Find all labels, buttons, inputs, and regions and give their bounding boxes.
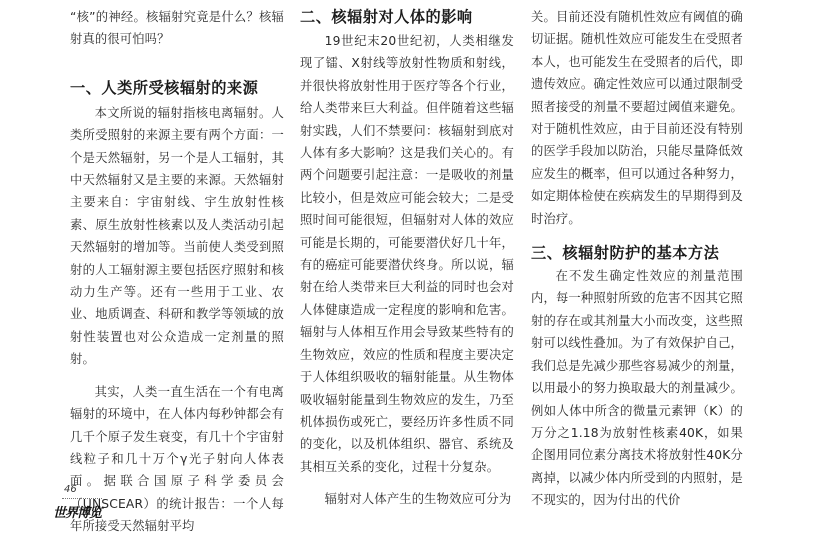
column-2 (300, 6, 514, 511)
paragraph-gap (300, 478, 514, 488)
paragraph: 19世纪末20世纪初，人类相继发现了镭、X射线等放射性物质和射线，并很快将放射性用于医疗等各个行业，给人类带来巨大利益。但伴随着这些辐射实践，人们不禁要问：核辐射到底对人体有多大影响？这是我们关心的。有两个问题要引起注意：一是吸收的剂量比较小，但是效应可能会较大；二是受照时间可能很短，但辐射对人体的效应可能是长期的，可能要潜伏好几十年，有的癌症可能要潜伏终身。所以说，辐射在给人类带来巨大利益的同时也会对人体健康造成一定程度的影响和危害。辐射与人体相互作用会导致某些特有的生物效应，效应的性质和程度主要决定于人体组织吸收的辐射能量。从生物体吸收辐射能量到生物效应的发生，乃至机体损伤或死亡，要经历许多性质不同的变化，以及机体组织、器官、系统及其相互关系的变化，过程十分复杂。 (300, 34, 514, 474)
footer-divider (62, 498, 102, 499)
column-3 (531, 6, 743, 512)
paragraph-gap (70, 371, 284, 381)
paragraph: 本文所说的辐射指核电离辐射。人类所受照射的来源主要有两个方面：一个是天然辐射，另一个是人工辐射，其中天然辐射又是主要的来源。天然辐射主要来自：宇宙射线、宇生放射性核素、原生放射性核素以及人类活动引起天然辐射的增加等。当前使人类受到照射的人工辐射源主要包括医疗照射和核动力生产等。还有一些用于工业、农业、地质调查、科研和教学等领域的放射性装置也对公众造成一定剂量的照射。 (70, 105, 284, 367)
section-heading-1: 一、人类所受核辐射的来源 (70, 78, 259, 97)
magazine-logo: 世界博览 (53, 506, 102, 521)
lead-paragraph: “核”的神经。核辐射究竟是什么？核辐射真的很可怕吗？ (70, 10, 284, 47)
paragraph: 关。目前还没有随机性效应有阈值的确切证据。随机性效应可能发生在受照者本人，也可能发生在受照者的后代，即遗传效应。确定性效应可以通过限制受照者接受的剂量不要超过阈值来避免。对于随机性效应，由于目前还没有特别的医学手段加以防治，只能尽量降低效应发生的概率，但可以通过各种努力，如定期体检使在疾病发生的早期得到及时治疗。 (531, 10, 743, 226)
page-number: 46 (64, 484, 77, 495)
paragraph: 其实，人类一直生活在一个有电离辐射的环境中，在人体内每秒钟都会有几千个原子发生衰变，有几十个宇宙射线粒子和几十万个γ光子射向人体表面。据联合国原子科学委员会（UNSCEAR）的统计报告：一个人每年所接受天然辐射平均 (70, 384, 284, 534)
paragraph: 辐射对人体产生的生物效应可分为 (324, 492, 512, 507)
section-heading-2: 二、核辐射对人体的影响 (300, 8, 473, 26)
column-1 (70, 6, 284, 538)
section-heading-3: 三、核辐射防护的基本方法 (531, 244, 720, 263)
paragraph: 在不发生确定性效应的剂量范围内，每一种照射所致的危害不因其它照射的存在或其剂量大小而改变，这些照射可以线性叠加。为了有效保护自己，我们总是先减少那些容易减少的剂量，以用最小的努力换取最大的剂量减少。例如人体中所含的微量元素钾（K）的万分之1.18为放射性核素40K，如果企图用同位素分离技术将放射性40K分离掉，以减少体内所受到的内照射，是不现实的，因为付出的代价 (531, 269, 743, 508)
